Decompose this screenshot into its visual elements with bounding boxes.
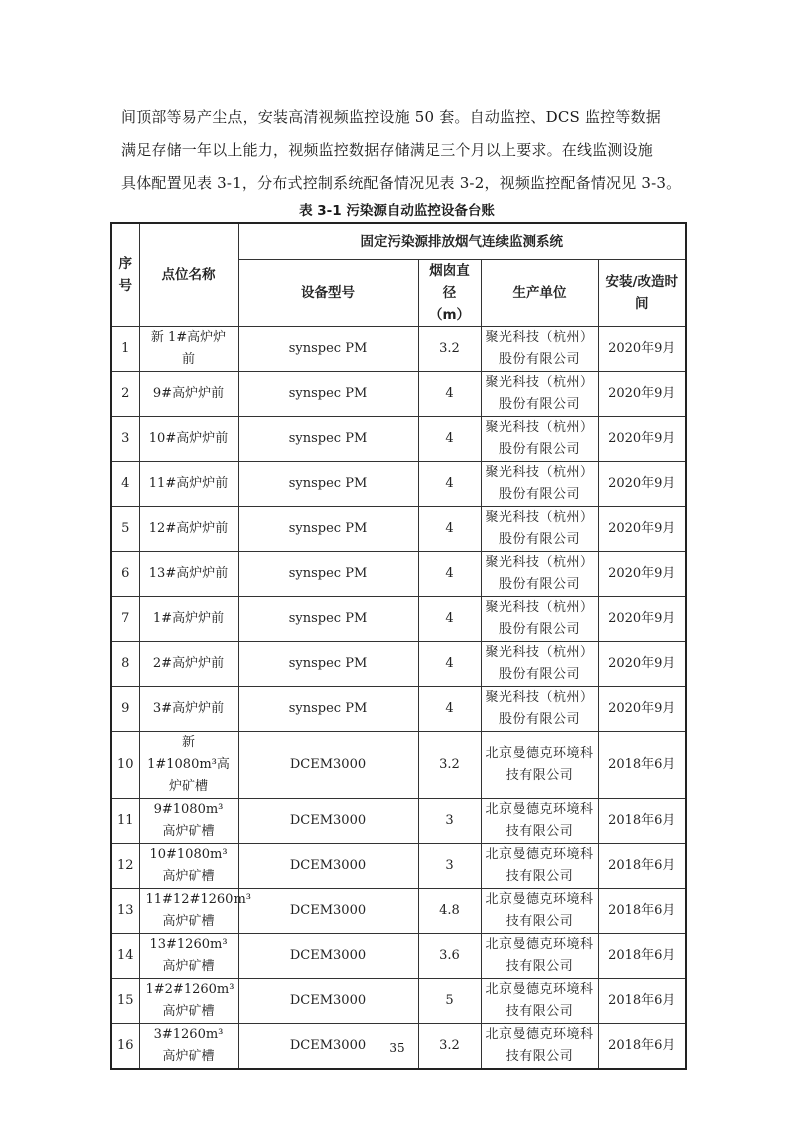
header-row: [111, 223, 686, 260]
table-row: [111, 732, 686, 799]
cell-maker: 聚光科技（杭州）股份有限公司: [481, 642, 598, 687]
cell-location: 3#1260m³ 高炉矿槽: [139, 1024, 238, 1070]
cell-maker: 北京曼德克环境科技有限公司: [481, 799, 598, 844]
cell-model: synspec PM: [238, 552, 418, 597]
cell-model: synspec PM: [238, 507, 418, 552]
paragraph-line: 具体配置见表 3-1，分布式控制系统配备情况见表 3-2，视频监控配备情况见 3-3。: [121, 174, 682, 192]
cell-model: DCEM3000: [238, 979, 418, 1024]
cell-maker: 聚光科技（杭州）股份有限公司: [481, 417, 598, 462]
cell-diameter: 4: [418, 597, 481, 642]
cell-location: 新 1#1080m³高炉矿槽: [139, 732, 238, 799]
table-row: [111, 597, 686, 642]
cell-no: 6: [111, 552, 139, 597]
cell-maker: 北京曼德克环境科技有限公司: [481, 889, 598, 934]
cell-no: 15: [111, 979, 139, 1024]
cell-no: 1: [111, 327, 139, 372]
cell-location: 新 1#高炉炉前: [139, 327, 238, 372]
cell-maker: 北京曼德克环境科技有限公司: [481, 934, 598, 979]
cell-maker: 北京曼德克环境科技有限公司: [481, 732, 598, 799]
cell-diameter: 3: [418, 799, 481, 844]
table-row: [111, 417, 686, 462]
cell-maker: 北京曼德克环境科技有限公司: [481, 1024, 598, 1070]
monitoring-equipment-table: [110, 222, 687, 1070]
cell-no: 2: [111, 372, 139, 417]
cell-maker: 聚光科技（杭州）股份有限公司: [481, 507, 598, 552]
paragraph-line: 间顶部等易产尘点，安装高清视频监控设施 50 套。自动监控、DCS 监控等数据: [121, 108, 661, 126]
cell-location: 13#1260m³ 高炉矿槽: [139, 934, 238, 979]
cell-date: 2018年6月: [598, 889, 686, 934]
cell-date: 2020年9月: [598, 372, 686, 417]
cell-no: 5: [111, 507, 139, 552]
cell-no: 8: [111, 642, 139, 687]
header-group: 固定污染源排放烟气连续监测系统: [238, 223, 686, 260]
cell-model: DCEM3000: [238, 799, 418, 844]
cell-maker: 聚光科技（杭州）股份有限公司: [481, 687, 598, 732]
cell-diameter: 4: [418, 552, 481, 597]
cell-date: 2018年6月: [598, 732, 686, 799]
cell-maker: 北京曼德克环境科技有限公司: [481, 844, 598, 889]
cell-location: 11#高炉炉前: [139, 462, 238, 507]
header-model: 设备型号: [238, 260, 418, 327]
cell-no: 13: [111, 889, 139, 934]
cell-date: 2018年6月: [598, 799, 686, 844]
cell-date: 2020年9月: [598, 327, 686, 372]
cell-location: 1#2#1260m³ 高炉矿槽: [139, 979, 238, 1024]
cell-diameter: 3.2: [418, 732, 481, 799]
table-row: [111, 889, 686, 934]
cell-location: 13#高炉炉前: [139, 552, 238, 597]
header-no: 序号: [111, 223, 139, 327]
cell-diameter: 4: [418, 462, 481, 507]
cell-diameter: 3.2: [418, 327, 481, 372]
table-row: [111, 507, 686, 552]
cell-location: 2#高炉炉前: [139, 642, 238, 687]
table-caption: 表 3-1 污染源自动监控设备台账: [299, 203, 495, 219]
cell-date: 2020年9月: [598, 507, 686, 552]
cell-maker: 聚光科技（杭州）股份有限公司: [481, 552, 598, 597]
cell-model: DCEM3000: [238, 1024, 418, 1070]
header-diameter: 烟囱直径（m）: [418, 260, 481, 327]
cell-location: 3#高炉炉前: [139, 687, 238, 732]
table-row: [111, 372, 686, 417]
cell-diameter: 4: [418, 642, 481, 687]
cell-diameter: 3: [418, 844, 481, 889]
cell-diameter: 4: [418, 687, 481, 732]
cell-no: 10: [111, 732, 139, 799]
cell-date: 2018年6月: [598, 1024, 686, 1070]
table-row: [111, 642, 686, 687]
cell-model: DCEM3000: [238, 732, 418, 799]
header-maker: 生产单位: [481, 260, 598, 327]
cell-diameter: 4: [418, 507, 481, 552]
header-location: 点位名称: [139, 223, 238, 327]
cell-model: synspec PM: [238, 642, 418, 687]
cell-maker: 聚光科技（杭州）股份有限公司: [481, 327, 598, 372]
table-row: [111, 462, 686, 507]
cell-model: synspec PM: [238, 327, 418, 372]
cell-no: 9: [111, 687, 139, 732]
cell-diameter: 5: [418, 979, 481, 1024]
cell-date: 2020年9月: [598, 552, 686, 597]
body-paragraph: [121, 101, 686, 200]
cell-no: 16: [111, 1024, 139, 1070]
cell-model: synspec PM: [238, 597, 418, 642]
cell-location: 9#高炉炉前: [139, 372, 238, 417]
cell-location: 9#1080m³ 高炉矿槽: [139, 799, 238, 844]
cell-date: 2020年9月: [598, 417, 686, 462]
cell-model: DCEM3000: [238, 844, 418, 889]
cell-model: DCEM3000: [238, 934, 418, 979]
cell-no: 7: [111, 597, 139, 642]
table-row: [111, 687, 686, 732]
cell-location: 10#高炉炉前: [139, 417, 238, 462]
cell-date: 2018年6月: [598, 844, 686, 889]
cell-maker: 北京曼德克环境科技有限公司: [481, 979, 598, 1024]
cell-date: 2018年6月: [598, 934, 686, 979]
cell-diameter: 4: [418, 372, 481, 417]
cell-location: 11#12#1260m³高炉矿槽: [139, 889, 238, 934]
cell-diameter: 4: [418, 417, 481, 462]
cell-location: 10#1080m³ 高炉矿槽: [139, 844, 238, 889]
cell-model: synspec PM: [238, 417, 418, 462]
table-row: [111, 979, 686, 1024]
header-date: 安装/改造时间: [598, 260, 686, 327]
cell-date: 2018年6月: [598, 979, 686, 1024]
paragraph-line: 满足存储一年以上能力，视频监控数据存储满足三个月以上要求。在线监测设施: [121, 141, 654, 159]
cell-maker: 聚光科技（杭州）股份有限公司: [481, 597, 598, 642]
table-row: [111, 799, 686, 844]
cell-diameter: 3.6: [418, 934, 481, 979]
cell-location: 12#高炉炉前: [139, 507, 238, 552]
cell-model: synspec PM: [238, 462, 418, 507]
cell-location: 1#高炉炉前: [139, 597, 238, 642]
cell-model: DCEM3000: [238, 889, 418, 934]
cell-date: 2020年9月: [598, 462, 686, 507]
cell-model: synspec PM: [238, 372, 418, 417]
cell-maker: 聚光科技（杭州）股份有限公司: [481, 462, 598, 507]
cell-no: 4: [111, 462, 139, 507]
table-row: [111, 934, 686, 979]
cell-no: 12: [111, 844, 139, 889]
table-body: [111, 327, 686, 1070]
cell-date: 2020年9月: [598, 687, 686, 732]
page-number: 35: [389, 1041, 405, 1055]
table-row: [111, 327, 686, 372]
cell-date: 2020年9月: [598, 597, 686, 642]
cell-date: 2020年9月: [598, 642, 686, 687]
table-row: [111, 552, 686, 597]
cell-no: 11: [111, 799, 139, 844]
cell-no: 14: [111, 934, 139, 979]
cell-diameter: 4.8: [418, 889, 481, 934]
table-row: [111, 844, 686, 889]
cell-model: synspec PM: [238, 687, 418, 732]
cell-diameter: 3.2: [418, 1024, 481, 1070]
cell-maker: 聚光科技（杭州）股份有限公司: [481, 372, 598, 417]
cell-no: 3: [111, 417, 139, 462]
